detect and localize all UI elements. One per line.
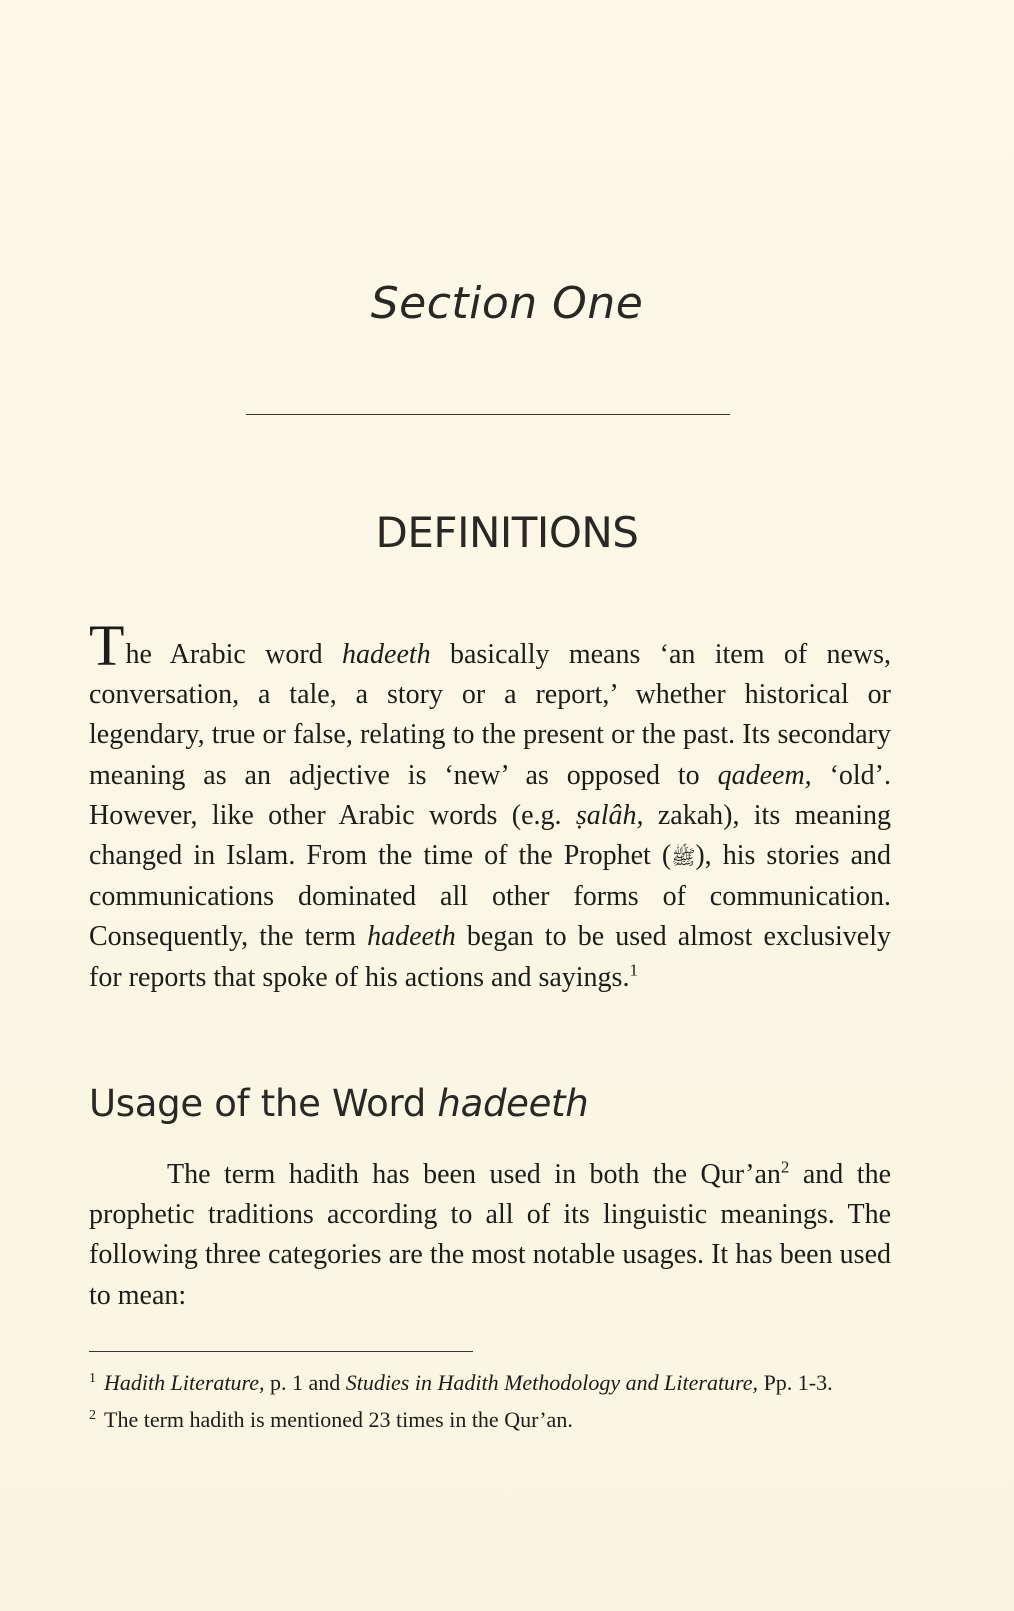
text-run: began to be used almost exclusively for reports that spoke of his actions and sayings. xyxy=(89,921,891,993)
footnote-2 xyxy=(89,1403,891,1436)
footnote-number: 1 xyxy=(89,1370,96,1386)
text-run: basically means ‘an item of news, conversation, a tale, a story or a report,’ whether historical or legendary, true or false, relating to the present or the past. Its secondary meaning as an adjective is ‘new’ as opposed to xyxy=(89,639,892,791)
term-hadeeth: hadeeth xyxy=(367,921,456,953)
footnote-text: The term hadith is mentioned 23 times in the Qur’an. xyxy=(104,1407,573,1432)
footnote-ref-1[interactable]: 1 xyxy=(629,960,638,980)
section-label: Section One xyxy=(370,278,644,329)
text-run: zakah), its meaning changed in Islam. From the time of the Prophet ( xyxy=(89,799,891,872)
subheading-term: hadeeth xyxy=(437,1082,589,1125)
text-run: The term hadith has been used in both the Qur’an xyxy=(167,1159,781,1190)
text-run: ‘old’. However, like other Arabic words (e.g. xyxy=(89,759,891,831)
footnotes xyxy=(89,1366,891,1440)
subheading-usage xyxy=(89,1082,588,1125)
footnote-citation: Hadith Literature, xyxy=(104,1370,265,1395)
honorific-glyph: ﷺ xyxy=(671,845,696,870)
paragraph-definition xyxy=(89,613,892,998)
text-run: ), his stories and communications dominated all other forms of communication. Consequently, the term xyxy=(89,840,891,953)
term-salah: ṣalâh, xyxy=(575,799,644,831)
footnote-divider xyxy=(89,1351,473,1352)
paragraph-usage xyxy=(89,1155,891,1316)
footnote-number: 2 xyxy=(89,1407,96,1423)
term-hadeeth: hadeeth xyxy=(342,639,431,670)
term-qadeem: qadeem, xyxy=(717,759,812,791)
text-run: he Arabic word xyxy=(125,639,343,670)
footnote-ref-2[interactable]: 2 xyxy=(780,1157,790,1177)
footnote-citation: Studies in Hadith Methodology and Literature, xyxy=(345,1370,759,1395)
subheading-text: Usage of the Word xyxy=(89,1082,438,1125)
drop-cap: T xyxy=(89,613,125,678)
footnote-text: p. 1 and xyxy=(264,1370,346,1395)
footnote-1 xyxy=(89,1366,891,1399)
section-divider xyxy=(246,414,730,415)
text-run: and the prophetic traditions according to all of its linguistic meanings. The following three categories are the most notable usages. It has been used to mean: xyxy=(89,1159,891,1311)
chapter-title: DEFINITIONS xyxy=(375,508,639,557)
footnote-text: Pp. 1-3. xyxy=(758,1370,833,1395)
